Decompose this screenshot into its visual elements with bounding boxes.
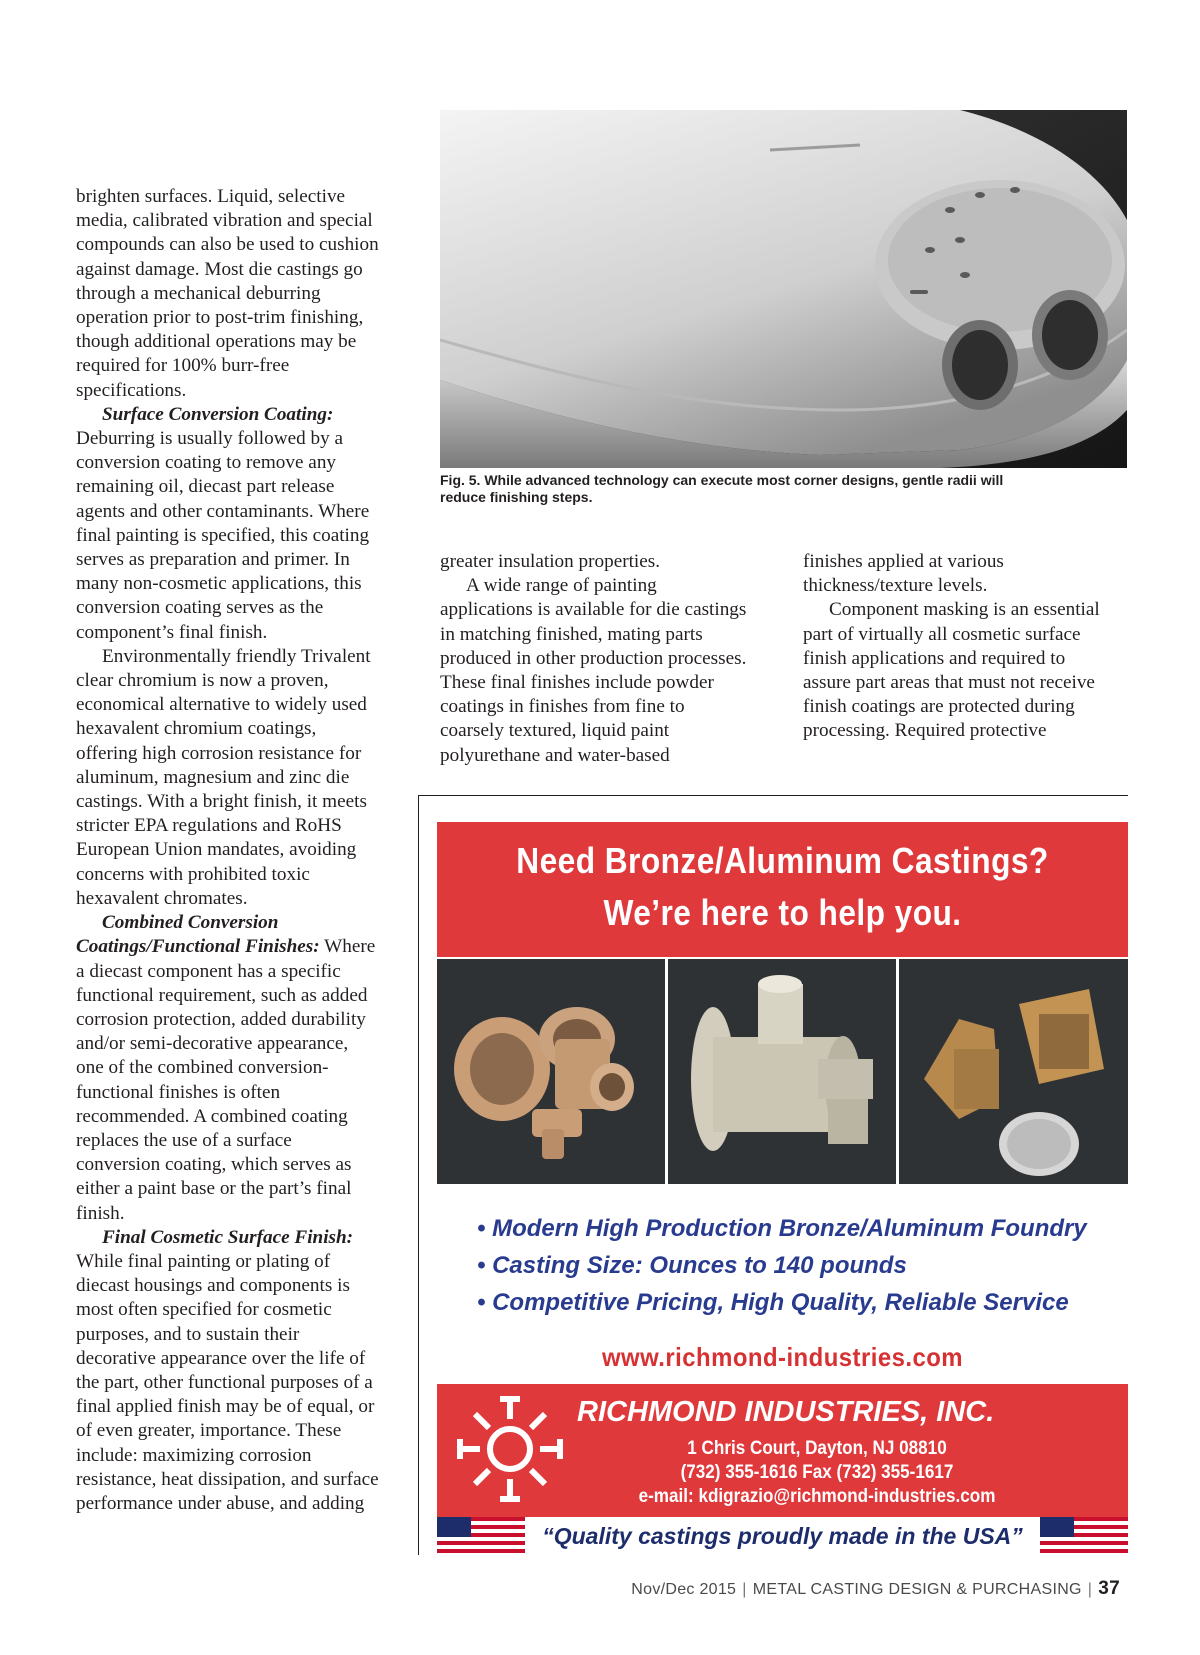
paragraph-text: Deburring is usually followed by a conversion coating to remove any remaining oil, diecast part release agents and other contaminants. Where final painting is specified, this coating serves as preparation and primer. In many non-cosmetic applications, this conversion coating serves as the component’s final finish.	[76, 428, 370, 643]
magazine-title: METAL CASTING DESIGN & PURCHASING	[752, 1581, 1082, 1598]
paragraph-text: While final painting or plating of diecast housings and components is most often specified for cosmetic purposes, and to sustain their decorative appearance over the life of the part, other functional purposes of a final applied finish may be of equal, or of even greater, importance. These include: maximizing corrosion resistance, heat dissipation, and surface performance under abuse, and adding	[76, 1250, 379, 1514]
issue-date: Nov/Dec 2015	[631, 1581, 737, 1598]
paragraph: Component masking is an essential part of virtually all cosmetic surface finish applications and required to assure part areas that must not receive finish coatings are protected during processing. Required protective	[803, 599, 1100, 742]
company-email[interactable]: e-mail: kdigrazio@richmond-industries.com	[638, 1486, 996, 1507]
paragraph: A wide range of painting applications is available for die castings in matching finished, mating parts produced in other production processes. These final finishes include powder coatings in finishes from fine to coarsely textured, liquid paint polyurethane and water-based	[440, 575, 747, 766]
article-column-1	[76, 185, 380, 1516]
paragraph: greater insulation properties.	[440, 551, 661, 572]
paragraph: brighten surfaces. Liquid, selective media, calibrated vibration and special compounds can also be used to cushion against damage. Most die castings go through a mechanical deburring operation prior to post-trim finishing, though additional operations may be required for 100% burr-free specifications.	[76, 186, 379, 401]
ad-border-top	[418, 795, 1128, 796]
figure-5-photo	[440, 110, 1127, 468]
ad-website-link[interactable]: www.richmond-industries.com	[601, 1342, 964, 1372]
article-column-2	[440, 550, 750, 768]
ad-footer-band	[437, 1384, 1128, 1555]
subhead-final-cosmetic: Final Cosmetic Surface Finish:	[102, 1226, 354, 1248]
company-name: RICHMOND INDUSTRIES, INC.	[577, 1396, 995, 1428]
ad-product-photos	[437, 959, 1128, 1184]
company-phone: (732) 355-1616 Fax (732) 355-1617	[680, 1462, 954, 1483]
paragraph-text: Where a diecast component has a specific functional requirement, such as added corrosion protection, added durability and/or semi-decorative appearance, one of the combined conversion-functional finishes is often recommended. A combined coating replaces the use of a surface conversion coating, which serves as either a paint base or the part’s final finish.	[76, 936, 376, 1224]
subhead-surface-conversion: Surface Conversion Coating:	[102, 403, 334, 425]
ad-bullet: • Casting Size: Ounces to 140 pounds	[477, 1252, 907, 1279]
ad-tagline: “Quality castings proudly made in the USA”	[542, 1523, 1023, 1549]
paragraph: finishes applied at various thickness/texture levels.	[803, 551, 1004, 597]
footer-separator: |	[1087, 1581, 1093, 1598]
advertisement	[437, 822, 1128, 1555]
page-number: 37	[1098, 1578, 1120, 1599]
figure-caption: Fig. 5. While advanced technology can execute most corner designs, gentle radii will reduce finishing steps.	[440, 472, 1004, 505]
paragraph: Environmentally friendly Trivalent clear chromium is now a proven, economical alternative to widely used hexavalent chromium coatings, offering high corrosion resistance for aluminum, magnesium and zinc die castings. With a bright finish, it meets stricter EPA regulations and RoHS European Union mandates, avoiding concerns with prohibited toxic hexavalent chromates.	[76, 645, 371, 909]
richmond-logo-icon	[455, 1394, 565, 1504]
aluminum-casting-photo	[668, 959, 896, 1184]
casting-part-image	[440, 110, 1127, 468]
paragraph	[76, 1226, 380, 1516]
paragraph	[76, 403, 380, 645]
bronze-fittings-photo	[437, 959, 665, 1184]
footer-separator: |	[742, 1581, 747, 1598]
subhead-combined-conversion: Combined Conversion Coatings/Functional Finishes:	[76, 912, 320, 958]
article-column-3	[803, 550, 1115, 744]
ad-headline: Need Bronze/Aluminum Castings?	[516, 840, 1049, 881]
company-address: 1 Chris Court, Dayton, NJ 08810	[687, 1438, 947, 1459]
bronze-bracket-photo	[899, 959, 1128, 1184]
ad-bullet: • Modern High Production Bronze/Aluminum Foundry	[477, 1215, 1087, 1242]
paragraph	[76, 911, 380, 1226]
page-footer	[590, 1578, 1120, 1600]
ad-subheadline: We’re here to help you.	[603, 892, 962, 933]
ad-bullet-list	[477, 1210, 1117, 1321]
ad-header-band	[437, 822, 1128, 957]
ad-bullet: • Competitive Pricing, High Quality, Reliable Service	[477, 1289, 1069, 1316]
ad-border-left	[418, 795, 419, 1555]
